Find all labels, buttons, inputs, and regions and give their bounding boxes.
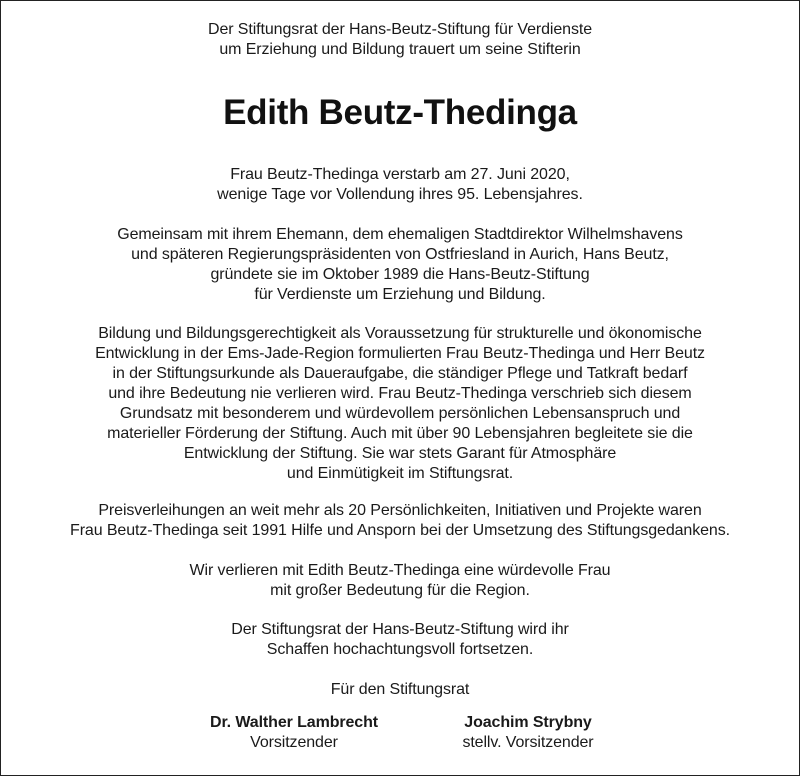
text-line: materieller Förderung der Stiftung. Auch mit über 90 Lebensjahren begleitete sie die [107,425,693,442]
intro-line: Der Stiftungsrat der Hans-Beutz-Stiftung für Verdienste [207,21,593,38]
deceased-name: Edith Beutz-Thedinga [223,93,577,132]
text-line: mit großer Bedeutung für die Region. [270,582,530,599]
paragraph-foundation [0,225,800,305]
signatory-chair [196,713,392,753]
text-line: Entwicklung der Stiftung. Sie war stets Garant für Atmosphäre [183,445,617,462]
signatory-role: Vorsitzender [250,734,338,751]
text-line: für Verdienste um Erziehung und Bildung. [254,286,546,303]
text-line: und Einmütigkeit im Stiftungsrat. [286,465,514,482]
text-line: und späteren Regierungspräsidenten von Ostfriesland in Aurich, Hans Beutz, [131,246,669,263]
paragraph-continuation [0,620,800,660]
text-line: Bildung und Bildungsgerechtigkeit als Voraussetzung für strukturelle und ökonomische [98,325,702,342]
signatory-name: Dr. Walther Lambrecht [209,714,378,731]
text-line: gründete sie im Oktober 1989 die Hans-Beutz-Stiftung [210,266,590,283]
text-line: Entwicklung in der Ems-Jade-Region formulierten Frau Beutz-Thedinga und Herr Beutz [95,345,705,362]
closing-line [0,680,800,700]
signatory-name: Joachim Strybny [464,714,592,731]
text-line: Der Stiftungsrat der Hans-Beutz-Stiftung wird ihr [231,621,569,638]
paragraph-mission [0,324,800,484]
paragraph-loss [0,561,800,601]
text-line: und ihre Bedeutung nie verlieren wird. Frau Beutz-Thedinga verschrieb sich diesem [108,385,692,402]
paragraph-death-date [0,165,800,205]
text-line: Preisverleihungen an weit mehr als 20 Persönlichkeiten, Initiativen und Projekte waren [98,502,702,519]
text-line: Für den Stiftungsrat [330,681,470,698]
text-line: Frau Beutz-Thedinga verstarb am 27. Juni 2020, [230,166,570,183]
text-line: Frau Beutz-Thedinga seit 1991 Hilfe und Ansporn bei der Umsetzung des Stiftungsgedankens. [70,522,730,539]
signatory-deputy-chair [430,713,626,753]
signatures [0,713,800,757]
text-line: wenige Tage vor Vollendung ihres 95. Lebensjahres. [217,186,583,203]
text-line: Wir verlieren mit Edith Beutz-Thedinga eine würdevolle Frau [189,562,611,579]
text-line: Schaffen hochachtungsvoll fortsetzen. [266,641,534,658]
intro-line: um Erziehung und Bildung trauert um seine Stifterin [219,41,581,58]
text-line: Grundsatz mit besonderem und würdevollem persönlichen Lebensanspruch und [119,405,681,422]
intro-text [0,20,800,60]
paragraph-awards [0,501,800,541]
text-line: in der Stiftungsurkunde als Daueraufgabe, die ständiger Pflege und Tatkraft bedarf [112,365,688,382]
text-line: Gemeinsam mit ihrem Ehemann, dem ehemaligen Stadtdirektor Wilhelmshavens [117,226,683,243]
signatory-role: stellv. Vorsitzender [462,734,594,751]
